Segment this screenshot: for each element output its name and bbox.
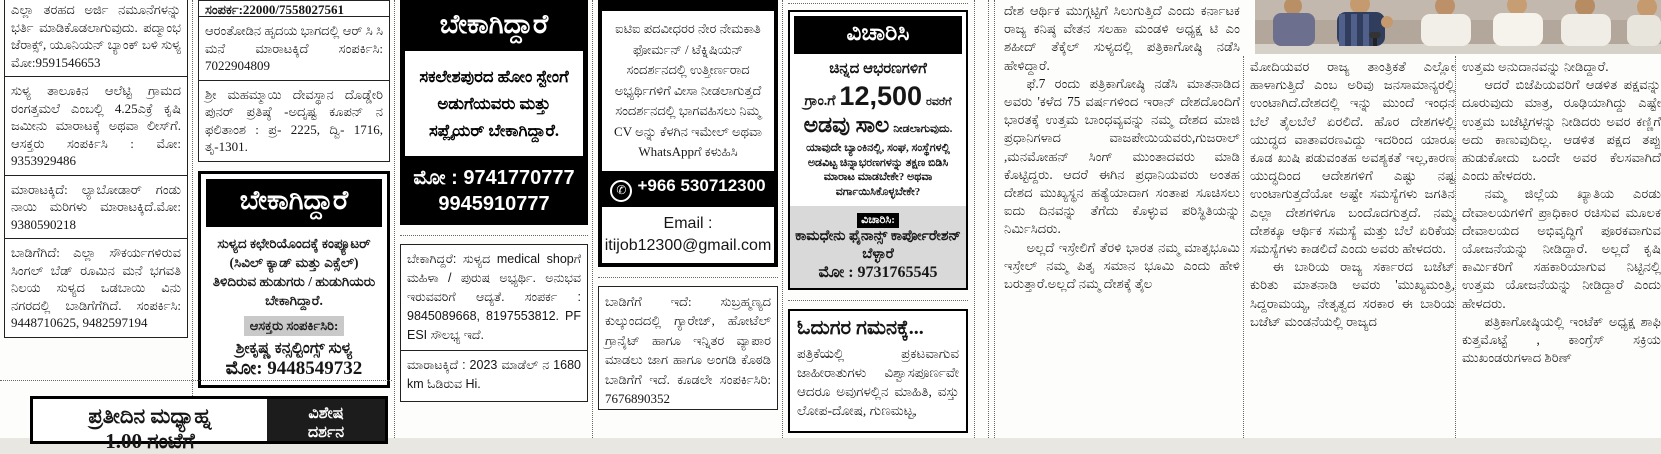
special-darshan-badge <box>267 399 385 441</box>
ad-line: ಚಿನ್ನದ ಆಭರಣಗಳಿಗೆ <box>829 61 927 77</box>
gram-label: ಗ್ರಾಂ.ಗೆ <box>804 94 836 109</box>
amount-value: 12,500 <box>839 81 923 111</box>
ad-text: ಮಾರಾಟಕ್ಕಿದೆ : 2023 ಮಾಡೆಲ್ ನ 1680 km ಓಡಿರುವ Hi. <box>407 358 581 391</box>
classified-ad <box>4 0 188 77</box>
phone-2: 9945910777 <box>438 193 550 215</box>
ad-text: ಶ್ರೀ ಮಹಮ್ಮಾಯಿ ದೇವಸ್ಥಾನ ದೊಡ್ಡೇರಿ ಪುನರ್ ಪ್ರತಿಷ್ಠೆ -ಅದೃಷ್ಟ ಕೂಪನ್ ನ ಫಲಿತಾಂಶ : ಪ್ರ- 2225, ದ್ವಿ- 1716, ತೃ-1301. <box>205 86 383 154</box>
badge-line1: ವಿಶೇಷ <box>308 405 344 422</box>
loan-label: ಅಡವು ಸಾಲ <box>803 112 890 137</box>
ad-body <box>33 399 267 453</box>
whatsapp-icon: ✆ <box>610 180 632 202</box>
news-column-rule <box>1455 56 1456 438</box>
ad-body: ಸುಳ್ಯದ ಕಛೇರಿಯೊಂದಕ್ಕೆ ಕಂಪ್ಯೂಟರ್ (ಸಿವಿಲ್ ಕ್ಯಾಡ್ ಮತ್ತು ಎಕ್ಸೆಲ್) ತಿಳಿದಿರುವ ಹುಡುಗರು / ಹುಡುಗಿಯರು ಬೇಕಾಗಿದ್ದಾರೆ. <box>212 235 376 308</box>
press-conference-photo <box>1255 0 1661 54</box>
column-rule <box>592 0 593 438</box>
column-rule <box>782 0 783 438</box>
news-paragraph: ಫೆ.7 ರಂದು ಪತ್ರಿಕಾಗೋಷ್ಠಿ ನಡೆಸಿ ಮಾತನಾಡಿದ ಅವರು 'ಕಳೆದ 75 ವರ್ಷಗಳಿಂದ ಇರಾನ್ ದೇಶದೊಂದಿಗೆ ಭಾರತಕ್ಕೆ ಉತ್ತಮ ಬಾಂಧವ್ಯವನ್ನು ನಮ್ಮ ದೇಶದ ಮಾಜಿ ಪ್ರಧಾನಿಗಳಾದ ವಾಜಪೇಯಿಯವರು,ಗುಜರಾಲ್ ,ಮನಮೋಹನ್ ಸಿಂಗ್ ಮುಂತಾದವರು ಮಾಡಿ ಕೊಟ್ಟಿದ್ದರು. ಆದರೆ ಈಗಿನ ಪ್ರಧಾನಿಯವರು ಅಂತಹ ದೇಶದ ಮುಖ್ಯಸ್ಥನ ಹತ್ಯೆಯಾದಾಗ ಸಂತಾಪ ಸೂಚಿಸಲು ಐದು ದಿನವನ್ನು ತೆಗೆದು ಕೊಳ್ಳುವ ಪರಿಸ್ಥಿತಿಯನ್ನು ನಿರ್ಮಿಸಿದರು. <box>1004 75 1240 237</box>
ad-text: ಸುಳ್ಯ ತಾಲೂಕಿನ ಆಲೆಟ್ಟಿ ಗ್ರಾಮದ ರಂಗತ್ತಮಲೆ ಎಂಬಲ್ಲಿ 4.25ಎಕ್ರೆ ಕೃಷಿ ಜಮೀನು ಮಾರಾಟಕ್ಕೆ ಅಥವಾ ಲೀಸ್‌ಗೆ. ಆಸಕ್ತರು ಸಂಪರ್ಕಿಸಿ : ಮೋ: 9353929486 <box>11 83 181 168</box>
daily-line2: 1.00 ಗಂಟೆಗೆ <box>105 429 195 453</box>
ad-firm: ಶ್ರೀಕೃಷ್ಣ ಕನ್ಸಲ್ಟಿಂಗ್ಸ್ ಸುಳ್ಯ <box>235 339 353 357</box>
ad-body: ಪತ್ರಿಕೆಯಲ್ಲಿ ಪ್ರಕಟವಾಗುವ ಜಾಹೀರಾತುಗಳು ವಿಶ್ವಾಸಪೂರ್ಣವೇ ಆದರೂ ಅವುಗಳಲ್ಲಿನ ಮಾಹಿತಿ, ವಸ್ತು ಲೋಪ-ದೋಷ, ಗುಣಮಟ್ಟ, <box>797 346 959 418</box>
daily-darshan-ad <box>30 396 388 453</box>
classified-column-4 <box>598 0 778 410</box>
ad-firm: ಕಾಮಧೇನು ಫೈನಾನ್ಸ್ ಕಾರ್ಪೋರೇಶನ್ ಬೆಳ್ಳಾರೆ <box>795 229 961 262</box>
news-paragraph: ಈ ಬಾರಿಯ ರಾಜ್ಯ ಸರ್ಕಾರದ ಬಜೆಟ್ ಕುರಿತು ಮಾತನಾಡಿ ಅವರು 'ಮುಖ್ಯಮಂತ್ರಿ, ಸಿದ್ದರಾಮಯ್ಯ, ನೇತೃತ್ವದ ಸರಕಾರ ಈ ಬಾರಿಯ ಬಜೆಟ್ ಮಂಡನೆಯಲ್ಲಿ ರಾಜ್ಯದ <box>1250 259 1455 329</box>
ad-body: ಐಟಿಐ ಪದವೀಧರರ ನೇರ ನೇಮಕಾತಿ ಫೋರ್ಮನ್ / ಟೆಕ್ನಿಷಿಯನ್ ಸಂದರ್ಶನದಲ್ಲಿ ಉತ್ತೀರ್ಣರಾದ ಅಭ್ಯರ್ಥಿಗಳಿಗೆ ವೀಸಾ ನೀಡಲಾಗುತ್ತದೆ ಸಂದರ್ಶನದಲ್ಲಿ ಭಾಗವಹಿಸಲು ನಿಮ್ಮ CV ಅನ್ನು ಕೆಳಗಿನ ಇಮೇಲ್ ಅಥವಾ WhatsAppಗೆ ಕಳುಹಿಸಿ <box>614 21 762 159</box>
ad-divider <box>400 235 588 236</box>
phone-1: ಮೋ : 9741770777 <box>413 167 575 189</box>
ad-divider <box>788 300 968 301</box>
ad-phone: ಮೋ : 9731765545 <box>818 264 938 281</box>
section-rule <box>988 0 989 438</box>
ad-text: ಮಾರಾಟಕ್ಕಿದೆ: ಲ್ಯಾಬೋಡಾರ್ ಗಂಡು ನಾಯಿ ಮರಿಗಳು ಮಾರಾಟಕ್ಕಿದೆ.ಮೋ: 9380590218 <box>11 181 181 232</box>
ad-divider <box>598 277 778 278</box>
ad-text: ಸಂಪರ್ಕ:22000/7558027561 <box>205 2 345 17</box>
ad-header: ಬೇಕಾಗಿದ್ದಾರೆ <box>206 179 382 227</box>
ad-text: ಬಾಡಿಗೆಗೆ ಇದೆ: ಸುಬ್ರಹ್ಮಣ್ಯದ ಕುಲ್ಕುಂದದಲ್ಲಿ ಗ್ಯಾರೇಜ್, ಹೋಟೆಲ್ ಗ್ರಾನೈಟ್ ಹಾಗೂ ಇನ್ನಿತರ ವ್ಯಾಪಾರ ಮಾಡಲು ಜಾಗ ಹಾಗೂ ಅಂಗಡಿ ಕೊಠಡಿ ಬಾಡಿಗೆಗೆ ಇದೆ. ಕೂಡಲೇ ಸಂಪರ್ಕಿಸಿರಿ: 7676890352 <box>605 293 771 406</box>
news-column-rule <box>1243 56 1244 438</box>
classified-ad <box>198 80 390 162</box>
ad-text: ಎಲ್ಲಾ ತರಹದ ಅರ್ಜಿ ನಮೂನೆಗಳನ್ನು ಭರ್ತಿ ಮಾಡಿಕೊಡಲಾಗುವುದು. ಪದ್ಮಾಂಭ ಜೆರಾಕ್ಸ್, ಯೂನಿಯನ್ ಬ್ಯಾಂಕ್ ಬಳಿ ಸುಳ್ಯ ಮೋ:9591546653 <box>11 2 181 70</box>
wanted-ad-homestay <box>400 0 588 225</box>
ad-top-band <box>602 4 774 11</box>
classified-ad <box>4 175 188 240</box>
ad-header: ಬೇಕಾಗಿದ್ದಾರೆ <box>439 9 549 39</box>
news-paragraph: ಉತ್ತಮ ಅನುದಾನವನ್ನು ನೀಡಿದ್ದಾರೆ. <box>1462 59 1609 74</box>
whatsapp-number: +966 530712300 <box>637 175 766 195</box>
ad-phone <box>405 156 583 217</box>
ad-amount-row <box>790 81 966 112</box>
email-address: itijob12300@gmail.com <box>604 236 772 254</box>
classified-ad <box>198 16 390 81</box>
ad-body: ಸಕಲೇಶಪುರದ ಹೋಂ ಸ್ಟೇಂಗೆ ಅಡುಗೆಯವರು ಮತ್ತು ಸಪ್ಲೈಯರ್ ಬೇಕಾಗಿದ್ದಾರೆ. <box>405 51 583 156</box>
section-divider <box>0 380 392 381</box>
news-paragraph: ಮೋದಿಯವರ ರಾಜ್ಯ ತಾಂತ್ರಿಕತೆ ಎಲ್ಲೋ ಹಾಳಾಗುತ್ತಿದೆ ಎಂಬ ಅರಿವು ಜನಸಾಮಾನ್ಯರಲ್ಲಿ ಉಂಟಾಗಿದೆ.ದೇಶದಲ್ಲಿ ಇನ್ನು ಮುಂದೆ ಇಂಧನ ಬೆಲೆ ತೈಲಬೆಲೆ ಏರಲಿದೆ. ಹೊರ ದೇಶಗಳಲ್ಲಿ ಯುದ್ಧದ ವಾತಾವರಣವಿದ್ದು ಇದರಿಂದ ಯಾರೂ ಕೂಡ ಖುಷಿ ಪಡುವಂತಹ ಅವಶ್ಯಕತೆ ಇಲ್ಲ,ಕಾರಣ ಯುದ್ಧದಿಂದ ಆದೇಶಗಳಿಗೆ ಎಷ್ಟು ನಷ್ಟ ಉಂಟಾಗುತ್ತದೆಯೋ ಅಷ್ಟೇ ಸಮಸ್ಯೆಗಳು ಜಗತಿನ ಎಲ್ಲಾ ದೇಶಗಳಿಗೂ ಬಂದೊದಗುತ್ತದೆ. ನಮ್ಮ ದೇಶಕ್ಕೂ ಆರ್ಥಿಕ ಸಮಸ್ಯೆ ಮತ್ತು ಬೆಲೆ ಏರಿಕೆಯ ಸಮಸ್ಯೆಗಳು ಕಾಡಲಿದೆ ಎಂದು ಅವರು ಹೇಳದರು. <box>1250 59 1455 257</box>
ad-footer <box>790 206 966 288</box>
gold-loan-ad <box>788 10 968 290</box>
classified-ad-medical <box>400 244 588 351</box>
classified-ad-rent <box>598 286 778 410</box>
news-column-3 <box>1462 58 1661 367</box>
news-paragraph: ನಮ್ಮ ಜಿಲ್ಲೆಯ ಖ್ಯಾತಿಯ ಎರಡು ದೇವಾಲಯಗಳಿಗೆ ಪ್ರಾಧಿಕಾರ ರಚಿಸುವ ಮೂಲಕ ದೇವಾಲಯದ ಅಭಿವೃದ್ಧಿಗೆ ಪೂರಕವಾಗುವ ಯೋಜನೆಯನ್ನು ನೀಡಿದ್ದಾರೆ. ಅಲ್ಲದೆ ಕೃಷಿ ಕಾರ್ಮಿಕರಿಗೆ ಸಹಕಾರಿಯಾಗುವ ನಿಟ್ಟಿನಲ್ಲಿ ಉತ್ತಮ ಯೋಜನೆಯನ್ನು ನೀಡಿದ್ದಾರೆ ಎಂದು ಹೇಳದರು. <box>1462 186 1661 311</box>
column-rule <box>974 0 975 438</box>
news-paragraph: ದೇಶ ಆರ್ಥಿಕ ಮುಗ್ಗಟ್ಟಿಗೆ ಸಿಲುಗುತ್ತಿದೆ ಎಂದು ಕರ್ನಾಟಕ ರಾಜ್ಯ ಕನಿಷ್ಠ ವೇತನ ಸಲಹಾ ಮಂಡಳಿ ಅಧ್ಯಕ್ಷ ಟಿ ಎಂ ಶಹೀದ್ ತೆಕ್ಕೆಲ್ ಸುಳ್ಯದಲ್ಲಿ ಪತ್ರಿಕಾಗೋಷ್ಠಿ ನಡೆಸಿ ಹೇಳಿದ್ದಾರೆ. <box>1004 3 1240 73</box>
news-paragraph: ಆದರೆ ಬಿಜೆಪಿಯವರಿಗೆ ಆಡಳಿತ ಪಕ್ಷವನ್ನು ದೂರುವುದು ಮಾತ್ರ, ರೂಢಿಯಾಗಿದ್ದು ಎಷ್ಟೇ ಉತ್ತಮ ಬಜೆಟ್ಟಿಗಳನ್ನು ನೀಡಿದರು ಅವರ ಕಣ್ಣಿಗೆ ಅದು ಕಾಣುವುದಿಲ್ಲ. ಆಡಳಿತ ಪಕ್ಷದ ತಪ್ಪು ಹುಡುಕೋದು ಒಂದೇ ಅವರ ಕೆಲಸವಾಗಿದೆ ಎಂದು ಹೇಳದರು. <box>1462 77 1661 184</box>
classified-ad-partial <box>198 0 390 17</box>
news-paragraph: ಪತ್ರಿಕಾಗೋಷ್ಠಿಯಲ್ಲಿ ಇಂಟೆಕ್ ಅಧ್ಯಕ್ಷ ಶಾಫಿ ಕುತ್ತಮೊಟ್ಟೆ , ಕಾಂಗ್ರೆಸ್ ಸಕ್ರಿಯ ಮುಖಂಡರುಗಳಾದ ಶಿರಿಣ್ <box>1462 313 1661 366</box>
whatsapp-band <box>602 171 774 207</box>
news-column-1 <box>1004 2 1240 293</box>
badge-line2: ದರ್ಶನ <box>307 424 345 441</box>
news-article <box>1002 0 1661 438</box>
photo-graphic <box>1255 0 1661 54</box>
news-paragraph: ಅಲ್ಲದೆ ಇಸ್ರೇಲಿಗೆ ತೆರಳಿ ಭಾರತ ನಮ್ಮ ಮಾತೃಭೂಮಿ ಇಸ್ರೇಲ್ ನಮ್ಮ ಪಿತೃ ಸಮಾನ ಭೂಮಿ ಎಂದು ಹೇಳಿ ಬರುತ್ತಾರೆ.ಅಲ್ಲದೆ ನಮ್ಮ ದೇಶಕ್ಕೆ ತೈಲ <box>1004 239 1240 292</box>
column-rule <box>192 0 193 438</box>
email-label: Email : <box>663 214 713 232</box>
wanted-ad-consulting <box>198 171 390 388</box>
classified-ad <box>4 238 188 338</box>
classified-column-1 <box>4 0 188 338</box>
ad-header: ವಿಚಾರಿಸಿ <box>794 16 962 54</box>
column-rule <box>394 0 395 438</box>
ad-phone: ಮೋ: 9448549732 <box>225 357 363 379</box>
ask-chip: ವಿಚಾರಿಸಿ: <box>857 213 899 228</box>
iti-recruitment-ad <box>598 0 778 267</box>
given-label: ನೀಡಲಾಗುವುದು. <box>893 123 953 135</box>
ad-divider <box>788 3 968 4</box>
classified-ad-vehicle <box>400 350 588 402</box>
ad-email <box>602 207 774 263</box>
daily-line1: ಪ್ರತೀದಿನ ಮಧ್ಯಾಹ್ನ <box>88 404 212 428</box>
ad-fine-print: ಯಾವುದೇ ಬ್ಯಾಂಕಿನಲ್ಲಿ, ಸಂಘ, ಸಂಸ್ಥೆಗಳಲ್ಲಿ ಅಡವಿಟ್ಟ ಚಿನ್ನಾಭರಣಗಳನ್ನು ತಕ್ಷಣ ಬಿಡಿಸಿ ಮಾರಾಟ ಮಾಡಬೇಕೇ? ಅಥವಾ ವರ್ಗಾಯಿಸಿಕೊಳ್ಳಬೇಕೇ? <box>806 142 950 198</box>
news-column-2 <box>1250 58 1455 331</box>
classified-column-2 <box>198 0 390 388</box>
classified-column-5 <box>788 0 968 433</box>
classified-ad <box>4 76 188 176</box>
section-rule <box>994 0 995 438</box>
ad-loan-row <box>790 112 966 138</box>
upto-label: ರವರೆಗೆ <box>926 96 952 108</box>
ad-text: ಬಾಡಿಗೆಗಿದೆ: ಎಲ್ಲಾ ಸೌಕರ್ಯಗಳಿರುವ ಸಿಂಗಲ್ ಬೆಡ್ ರೂಮಿನ ಮನೆ ಭಗವತಿ ನಿಲಯ ಸುಳ್ಯದ ಒಡಬಾಯಿ ವಿನು ನಗರದಲ್ಲಿ ಬಾಡಿಗೆಗೆಗಿದೆ. ಸಂಪರ್ಕಿಸಿ: 9448710625, 9482597194 <box>11 245 181 330</box>
classified-column-3 <box>400 0 588 402</box>
ad-text: ಬೇಕಾಗಿದ್ದರೆ: ಸುಳ್ಯದ medical shopಗೆ ಮಹಿಳಾ / ಪುರುಷ ಅಭ್ಯರ್ಥಿ. ಅನುಭವ ಇರುವವರಿಗೆ ಆದ್ಯತೆ. ಸಂಪರ್ಕ : 9845089668, 8197553812. PF ESI ಸೌಲಭ್ಯ ಇದೆ. <box>407 252 581 342</box>
readers-notice-ad <box>788 309 968 433</box>
ad-text: ಆರಂತೋಡಿನ ಹೃದಯ ಭಾಗದಲ್ಲಿ ಆರ್ ಸಿ ಸಿ ಮನೆ ಮಾರಾಟಕ್ಕಿದೆ ಸಂಪರ್ಕಿಸಿ: 7022904809 <box>205 23 383 73</box>
ad-header: ಓದುಗರ ಗಮನಕ್ಕೆ... <box>797 317 924 339</box>
ad-note: ಆಸಕ್ತರು ಸಂಪರ್ಕಿಸಿರಿ: <box>244 316 345 336</box>
